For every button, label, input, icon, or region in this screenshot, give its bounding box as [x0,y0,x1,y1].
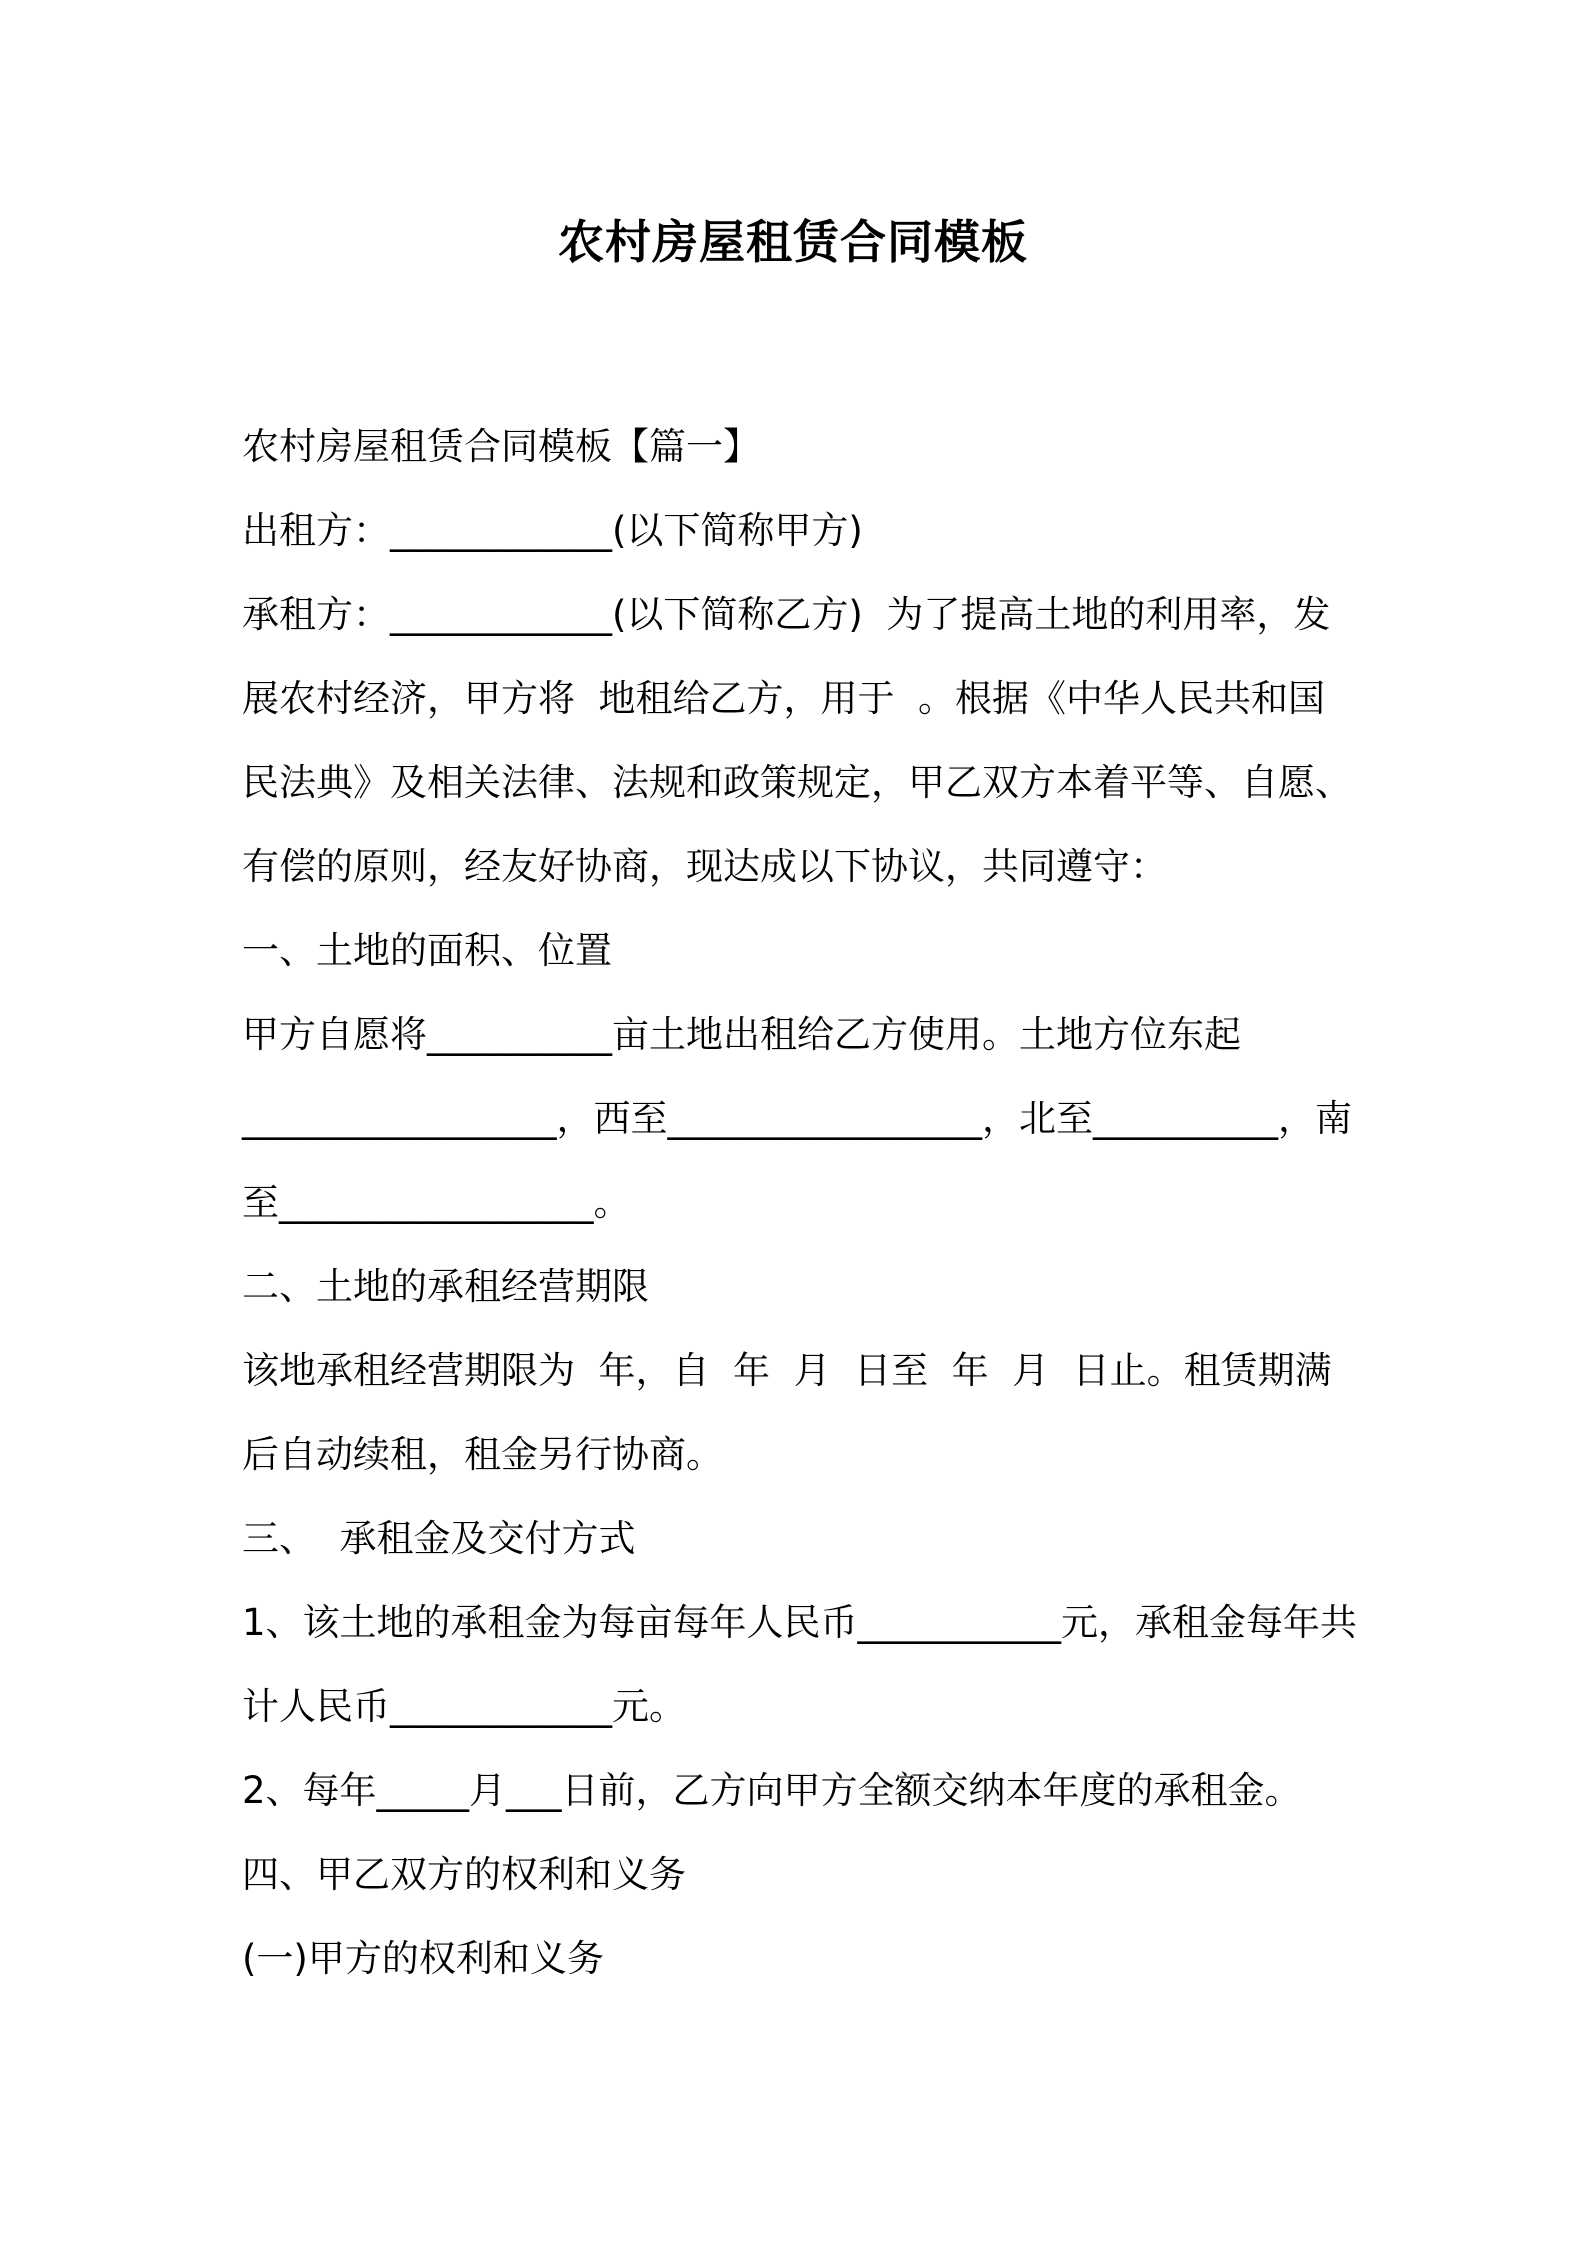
land-area-paragraph: 甲方自愿将__________亩土地出租给乙方使用。土地方位东起 [242,1013,1241,1056]
document-body [242,405,1362,2001]
rent-deadline-paragraph: 2、每年_____月___日前，乙方向甲方全额交纳本年度的承租金。 [242,1769,1302,1812]
section-heading-part-one: 农村房屋租赁合同模板【篇一】 [242,425,760,468]
lease-term-paragraph: 该地承租经营期限为 年，自 年 月 日至 年 月 日止。租赁期满后自动续租，租金另行协商。 [242,1349,1332,1476]
lessee-preamble-paragraph: 承租方：____________(以下简称乙方) 为了提高土地的利用率，发展农村经济，甲方将 地租给乙方，用于 。根据《中华人民共和国民法典》及相关法律、法规和政策规定，甲乙双方本着平等、自愿、有偿的原则，经友好协商，现达成以下协议，共同遵守： [242,593,1352,888]
clause-heading-rent-payment: 三、 承租金及交付方式 [242,1517,636,1560]
rent-amount-paragraph: 1、该土地的承租金为每亩每年人民币___________元，承租金每年共计人民币____________元。 [242,1601,1358,1728]
subheading-party-a-rights: (一)甲方的权利和义务 [242,1937,604,1980]
clause-heading-land-area: 一、土地的面积、位置 [242,929,612,972]
clause-heading-lease-term: 二、土地的承租经营期限 [242,1265,649,1308]
document-title: 农村房屋租赁合同模板 [558,215,1028,269]
land-boundaries-paragraph: _________________，西至_________________，北至__________，南至_________________。 [242,1097,1352,1224]
clause-heading-rights-obligations: 四、甲乙双方的权利和义务 [242,1853,686,1896]
lessor-line: 出租方：____________(以下简称甲方) [242,509,863,552]
